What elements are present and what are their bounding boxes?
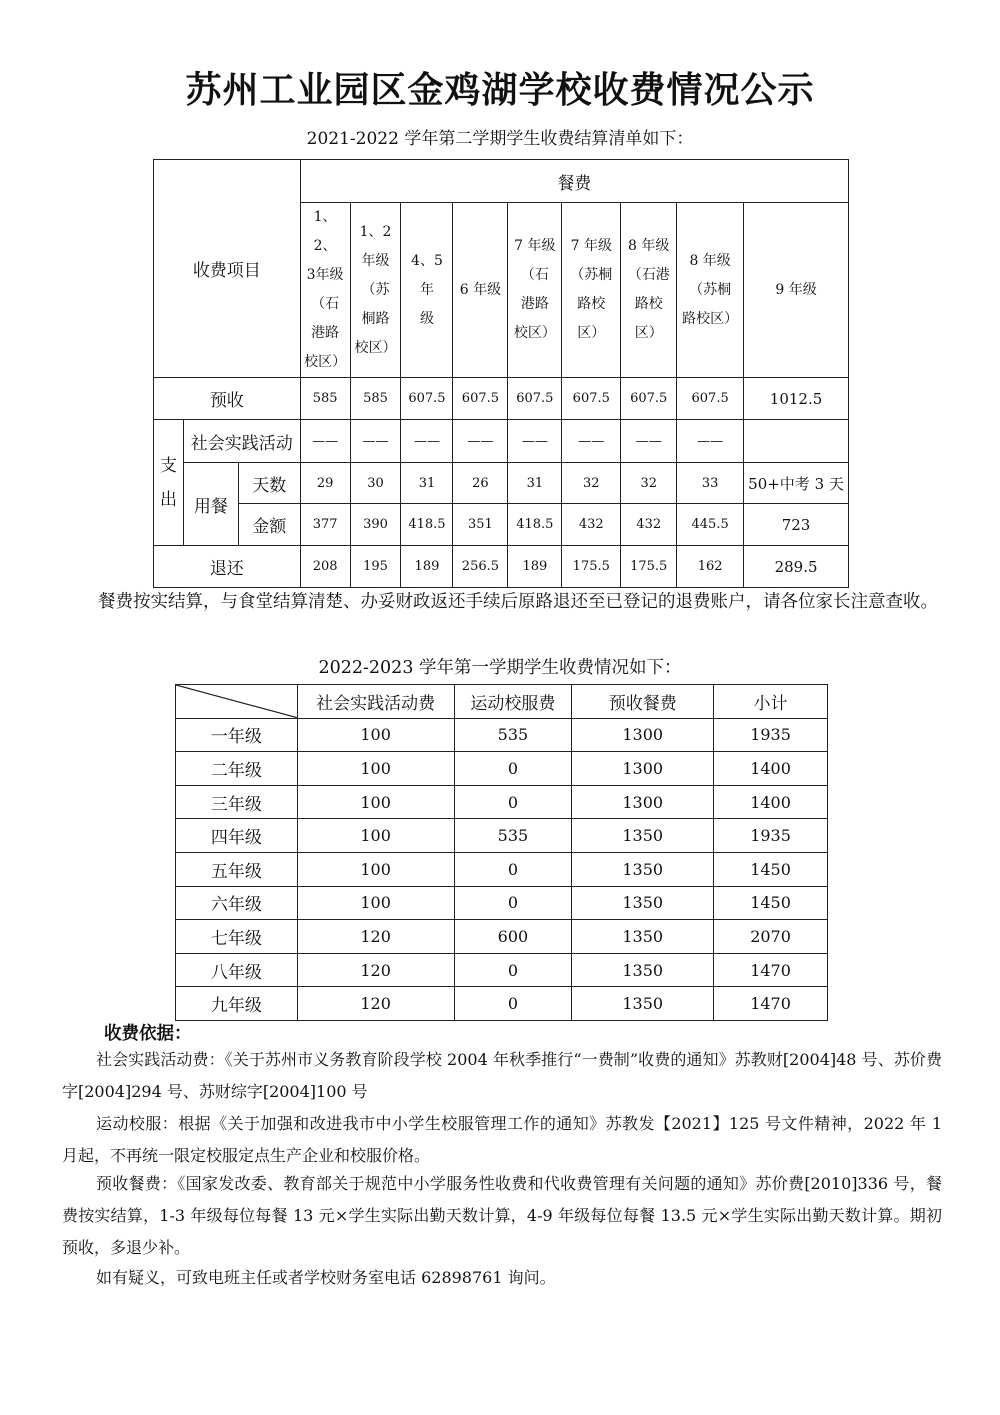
column-header-line: 桐路 <box>361 310 390 327</box>
table-row <box>176 785 828 819</box>
column-header-line: 校区） <box>354 339 397 356</box>
column-header-line: 港路 <box>520 296 549 312</box>
fee-cell: 1935 <box>714 819 828 853</box>
table-row <box>176 987 828 1021</box>
grade-column-header <box>562 203 621 378</box>
social-practice-cell: —— <box>562 420 621 463</box>
grade-column-header <box>300 203 350 378</box>
fee-cell: 100 <box>297 785 454 819</box>
table-row <box>176 852 828 886</box>
fee-cell: 0 <box>454 987 572 1021</box>
days-cell: 30 <box>350 463 401 504</box>
amount-cell: 418.5 <box>508 504 562 546</box>
refund-cell: 175.5 <box>621 546 677 588</box>
fee-cell: 1400 <box>714 752 828 786</box>
fee-column-header: 预收餐费 <box>572 685 714 719</box>
amount-label: 金额 <box>238 504 300 546</box>
amount-cell: 418.5 <box>401 504 453 546</box>
fee-cell: 100 <box>297 886 454 920</box>
column-header-line: 路校 <box>634 296 663 312</box>
settlement-note: 餐费按实结算，与食堂结算清楚、办妥财政返还手续后原路退还至已登记的退费账户，请各位家长注意查收。 <box>98 592 938 612</box>
column-header-line: 路校区） <box>682 310 739 327</box>
grade-label: 八年级 <box>176 953 298 987</box>
grade-label: 二年级 <box>176 752 298 786</box>
social-practice-cell: —— <box>401 420 453 463</box>
fee-cell: 120 <box>297 953 454 987</box>
prepaid-cell: 585 <box>350 378 401 420</box>
fee-cell: 100 <box>297 752 454 786</box>
amount-cell: 445.5 <box>677 504 744 546</box>
grade-column-header <box>350 203 401 378</box>
prepaid-cell: 607.5 <box>508 378 562 420</box>
fee-cell: 1470 <box>714 987 828 1021</box>
basis-contact: 如有疑义，可致电班主任或者学校财务室电话 62898761 询问。 <box>96 1268 556 1287</box>
prepaid-cell: 585 <box>300 378 350 420</box>
days-cell: 50+中考 3 天 <box>744 463 849 504</box>
column-header-line: 8 年级 <box>628 238 670 254</box>
table-row <box>176 718 828 752</box>
column-header-line: （苏 <box>361 281 390 298</box>
grade-column-header <box>508 203 562 378</box>
diagonal-header-cell <box>176 685 298 719</box>
column-header-line: 4、5 年 <box>411 252 443 298</box>
fee-cell: 1470 <box>714 953 828 987</box>
column-header-line: 校区） <box>513 325 556 341</box>
column-header-line: 1、2、 <box>313 209 337 254</box>
fee-item-header: 收费项目 <box>154 160 301 378</box>
amount-cell: 377 <box>300 504 350 546</box>
column-header-line: 6 年级 <box>459 281 502 298</box>
fee-cell: 1350 <box>572 920 714 954</box>
days-cell: 32 <box>621 463 677 504</box>
meal-fee-header: 餐费 <box>300 160 848 203</box>
days-cell: 33 <box>677 463 744 504</box>
fee-column-header: 运动校服费 <box>454 685 572 719</box>
prepaid-label: 预收 <box>154 378 301 420</box>
table-row <box>176 920 828 954</box>
column-header-line: 港路 <box>311 325 340 341</box>
fee-cell: 1450 <box>714 852 828 886</box>
grade-column-header <box>621 203 677 378</box>
refund-cell: 208 <box>300 546 350 588</box>
grade-label: 九年级 <box>176 987 298 1021</box>
fee-cell: 0 <box>454 953 572 987</box>
fee-cell: 1350 <box>572 852 714 886</box>
days-label: 天数 <box>238 463 300 504</box>
settlement-table <box>153 159 849 588</box>
social-practice-cell: —— <box>300 420 350 463</box>
grade-label: 六年级 <box>176 886 298 920</box>
column-header-line: 路校 <box>577 296 606 312</box>
fee-cell: 1350 <box>572 953 714 987</box>
basis-heading: 收费依据： <box>104 1024 192 1044</box>
fee-cell: 1400 <box>714 785 828 819</box>
fee-cell: 1450 <box>714 886 828 920</box>
days-cell: 31 <box>508 463 562 504</box>
column-header-line: 级 <box>419 310 434 327</box>
grade-label: 三年级 <box>176 785 298 819</box>
fee-cell: 120 <box>297 920 454 954</box>
days-cell: 31 <box>401 463 453 504</box>
prepaid-cell: 607.5 <box>401 378 453 420</box>
page-title: 苏州工业园区金鸡湖学校收费情况公示 <box>185 70 815 111</box>
amount-cell: 351 <box>453 504 508 546</box>
social-practice-cell: —— <box>453 420 508 463</box>
fee-cell: 535 <box>454 819 572 853</box>
column-header-line: 年级 <box>361 252 390 269</box>
social-practice-cell <box>744 420 849 463</box>
meal-label: 用餐 <box>183 463 238 546</box>
column-header-line: 3年级 <box>306 267 344 283</box>
fee-cell: 0 <box>454 752 572 786</box>
fee-cell: 0 <box>454 886 572 920</box>
grade-label: 七年级 <box>176 920 298 954</box>
fee-cell: 120 <box>297 987 454 1021</box>
refund-cell: 162 <box>677 546 744 588</box>
basis-social-practice: 社会实践活动费：《关于苏州市义务教育阶段学校 2004 年秋季推行“一费制”收费的通知》苏教财[2004]48 号、苏价费字[2004]294 号、苏财综字[2004]100 号 <box>62 1050 942 1101</box>
refund-cell: 289.5 <box>744 546 849 588</box>
column-header-line: 7 年级 <box>570 238 612 254</box>
fee-cell: 535 <box>454 718 572 752</box>
prepaid-cell: 607.5 <box>562 378 621 420</box>
column-header-line: 校区） <box>304 354 347 370</box>
basis-uniform: 运动校服：根据《关于加强和改进我市中小学生校服管理工作的通知》苏教发【2021】125 号文件精神，2022 年 1 月起，不再统一限定校服定点生产企业和校服价格。 <box>62 1114 942 1165</box>
grade-column-header <box>744 203 849 378</box>
grade-label: 四年级 <box>176 819 298 853</box>
grade-column-header <box>401 203 453 378</box>
refund-label: 退还 <box>154 546 301 588</box>
column-header-line: （苏桐 <box>689 281 732 298</box>
current-fees-subtitle: 2022-2023 学年第一学期学生收费情况如下： <box>318 658 682 678</box>
fee-column-header: 小计 <box>714 685 828 719</box>
fee-cell: 100 <box>297 819 454 853</box>
column-header-line: 7 年级 <box>514 238 556 254</box>
fee-cell: 600 <box>454 920 572 954</box>
column-header-line: （石港 <box>627 267 670 283</box>
social-practice-cell: —— <box>350 420 401 463</box>
fee-cell: 1350 <box>572 819 714 853</box>
column-header-line: （苏桐 <box>570 267 613 283</box>
refund-cell: 195 <box>350 546 401 588</box>
fee-cell: 2070 <box>714 920 828 954</box>
grade-label: 一年级 <box>176 718 298 752</box>
days-cell: 29 <box>300 463 350 504</box>
amount-cell: 723 <box>744 504 849 546</box>
refund-cell: 256.5 <box>453 546 508 588</box>
fee-cell: 1350 <box>572 886 714 920</box>
fee-cell: 0 <box>454 852 572 886</box>
column-header-line: 区） <box>634 325 663 341</box>
column-header-line: （石 <box>311 296 340 312</box>
social-practice-cell: —— <box>621 420 677 463</box>
amount-cell: 390 <box>350 504 401 546</box>
prepaid-cell: 607.5 <box>621 378 677 420</box>
refund-cell: 189 <box>508 546 562 588</box>
table-row <box>176 886 828 920</box>
column-header-line: 1、2 <box>359 223 392 240</box>
grade-column-header <box>677 203 744 378</box>
fee-cell: 100 <box>297 718 454 752</box>
amount-cell: 432 <box>621 504 677 546</box>
refund-cell: 189 <box>401 546 453 588</box>
fee-cell: 100 <box>297 852 454 886</box>
settlement-subtitle: 2021-2022 学年第二学期学生收费结算清单如下： <box>306 129 694 149</box>
fee-cell: 1300 <box>572 785 714 819</box>
fee-cell: 1300 <box>572 752 714 786</box>
social-practice-cell: —— <box>508 420 562 463</box>
fee-cell: 1350 <box>572 987 714 1021</box>
social-practice-cell: —— <box>677 420 744 463</box>
fee-column-header: 社会实践活动费 <box>297 685 454 719</box>
prepaid-cell: 607.5 <box>453 378 508 420</box>
fee-cell: 1935 <box>714 718 828 752</box>
column-header-line: 区） <box>577 325 606 341</box>
table-row <box>176 953 828 987</box>
refund-cell: 175.5 <box>562 546 621 588</box>
days-cell: 32 <box>562 463 621 504</box>
fee-cell: 1300 <box>572 718 714 752</box>
days-cell: 26 <box>453 463 508 504</box>
grade-column-header <box>453 203 508 378</box>
table-row <box>176 819 828 853</box>
grade-label: 五年级 <box>176 852 298 886</box>
column-header-line: （石 <box>520 267 549 283</box>
amount-cell: 432 <box>562 504 621 546</box>
fee-cell: 0 <box>454 785 572 819</box>
prepaid-cell: 607.5 <box>677 378 744 420</box>
expense-label: 支 出 <box>154 420 184 546</box>
social-practice-label: 社会实践活动 <box>183 420 300 463</box>
current-fees-table <box>175 684 828 1021</box>
prepaid-cell: 1012.5 <box>744 378 849 420</box>
basis-meal: 预收餐费：《国家发改委、教育部关于规范中小学服务性收费和代收费管理有关问题的通知》苏价费[2010]336 号，餐费按实结算，1-3 年级每位每餐 13 元×学生实际出勤天数计算，4-9 年级每位每餐 13.5 元×学生实际出勤天数计算。期初预收，多退少补。 <box>62 1174 942 1257</box>
column-header-line: 8 年级 <box>689 252 731 269</box>
column-header-line: 9 年级 <box>775 281 817 298</box>
table-row <box>176 752 828 786</box>
